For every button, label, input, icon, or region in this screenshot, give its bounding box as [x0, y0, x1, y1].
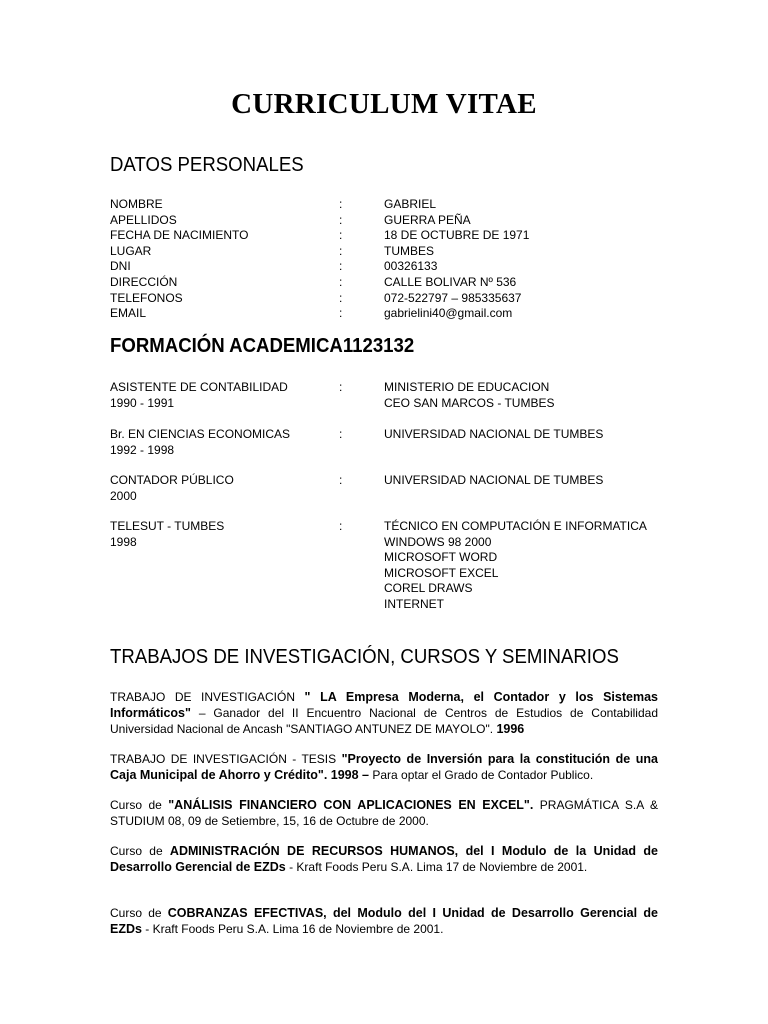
field-value: 00326133: [384, 259, 438, 274]
personal-row-dni: [110, 259, 670, 275]
field-value: gabrielini40@gmail.com: [384, 306, 513, 321]
education-institution: UNIVERSIDAD NACIONAL DE TUMBES: [384, 473, 604, 487]
field-separator: :: [339, 306, 343, 321]
heading-datos-personales: DATOS PERSONALES: [110, 154, 304, 176]
education-title: TELESUT - TUMBES 1998: [110, 519, 225, 549]
personal-row-email: [110, 306, 670, 322]
field-value: TUMBES: [384, 243, 435, 258]
field-separator: :: [339, 274, 343, 289]
education-title: Br. EN CIENCIAS ECONOMICAS 1992 - 1998: [110, 427, 291, 457]
field-label: DNI: [110, 259, 131, 274]
field-value: 18 DE OCTUBRE DE 1971: [384, 228, 530, 243]
field-separator: :: [339, 197, 343, 211]
course-item: Curso de COBRANZAS EFECTIVAS, del Modulo del I Unidad de Desarrollo Gerencial de EZDs - Kraft Foods Peru S.A. Lima 16 de Noviembre de 2001.: [110, 906, 658, 936]
document-title: CURRICULUM VITAE: [231, 88, 537, 120]
field-label: FECHA DE NACIMIENTO: [110, 228, 249, 243]
research-item: TRABAJO DE INVESTIGACIÓN - TESIS "Proyecto de Inversión para la constitución de una Caja Municipal de Ahorro y Crédito". 1998 – Para optar el Grado de Contador Publico.: [110, 752, 658, 782]
field-separator: :: [339, 243, 343, 258]
education-title: ASISTENTE DE CONTABILIDAD 1990 - 1991: [110, 380, 288, 410]
field-label: NOMBRE: [110, 197, 163, 211]
personal-data-list: [110, 197, 670, 322]
education-institution: UNIVERSIDAD NACIONAL DE TUMBES: [384, 427, 604, 441]
field-label: TELEFONOS: [110, 290, 183, 305]
heading-formacion-academica: FORMACIÓN ACADEMICA1123132: [110, 335, 415, 357]
education-title: CONTADOR PÚBLICO 2000: [110, 473, 234, 503]
personal-row-fecha-nacimiento: [110, 228, 670, 244]
field-label: LUGAR: [110, 243, 152, 258]
course-item: Curso de "ANÁLISIS FINANCIERO CON APLICACIONES EN EXCEL". PRAGMÁTICA S.A & STUDIUM 08, 09 de Setiembre, 15, 16 de Octubre de 2000.: [110, 798, 659, 828]
personal-row-lugar: [110, 244, 670, 260]
education-separator: :: [339, 380, 343, 394]
field-value: GABRIEL: [384, 197, 437, 211]
field-separator: :: [339, 228, 343, 243]
field-label: EMAIL: [110, 306, 147, 321]
personal-row-direccion: [110, 275, 670, 291]
field-value: CALLE BOLIVAR Nº 536: [384, 274, 517, 289]
personal-row-telefonos: [110, 291, 670, 307]
field-separator: :: [339, 212, 343, 227]
education-separator: :: [339, 427, 343, 441]
field-separator: :: [339, 259, 343, 274]
field-value: GUERRA PEÑA: [384, 212, 471, 227]
heading-trabajos-investigacion: TRABAJOS DE INVESTIGACIÓN, CURSOS Y SEMINARIOS: [110, 646, 619, 668]
education-separator: :: [339, 519, 343, 533]
research-item: TRABAJO DE INVESTIGACIÓN " LA Empresa Moderna, el Contador y los Sistemas Informáticos" – Ganador del II Encuentro Nacional de Centros de Estudios de Contabilidad Universidad Nacional de Ancash "SANTIAGO ANTUNEZ DE MAYOLO". 1996: [110, 690, 658, 736]
field-separator: :: [339, 290, 343, 305]
field-value: 072-522797 – 985335637: [384, 290, 522, 305]
education-institution: MINISTERIO DE EDUCACION CEO SAN MARCOS - TUMBES: [384, 380, 555, 410]
field-label: DIRECCIÓN: [110, 274, 178, 289]
field-label: APELLIDOS: [110, 212, 177, 227]
personal-row-nombre: [110, 197, 670, 213]
education-institution: TÉCNICO EN COMPUTACIÓN E INFORMATICA WINDOWS 98 2000 MICROSOFT WORD MICROSOFT EXCEL COREL DRAWS INTERNET: [384, 519, 647, 611]
course-item: Curso de ADMINISTRACIÓN DE RECURSOS HUMANOS, del I Modulo de la Unidad de Desarrollo Gerencial de EZDs - Kraft Foods Peru S.A. Lima 17 de Noviembre de 2001.: [110, 844, 658, 874]
personal-row-apellidos: [110, 213, 670, 229]
education-separator: :: [339, 473, 343, 487]
